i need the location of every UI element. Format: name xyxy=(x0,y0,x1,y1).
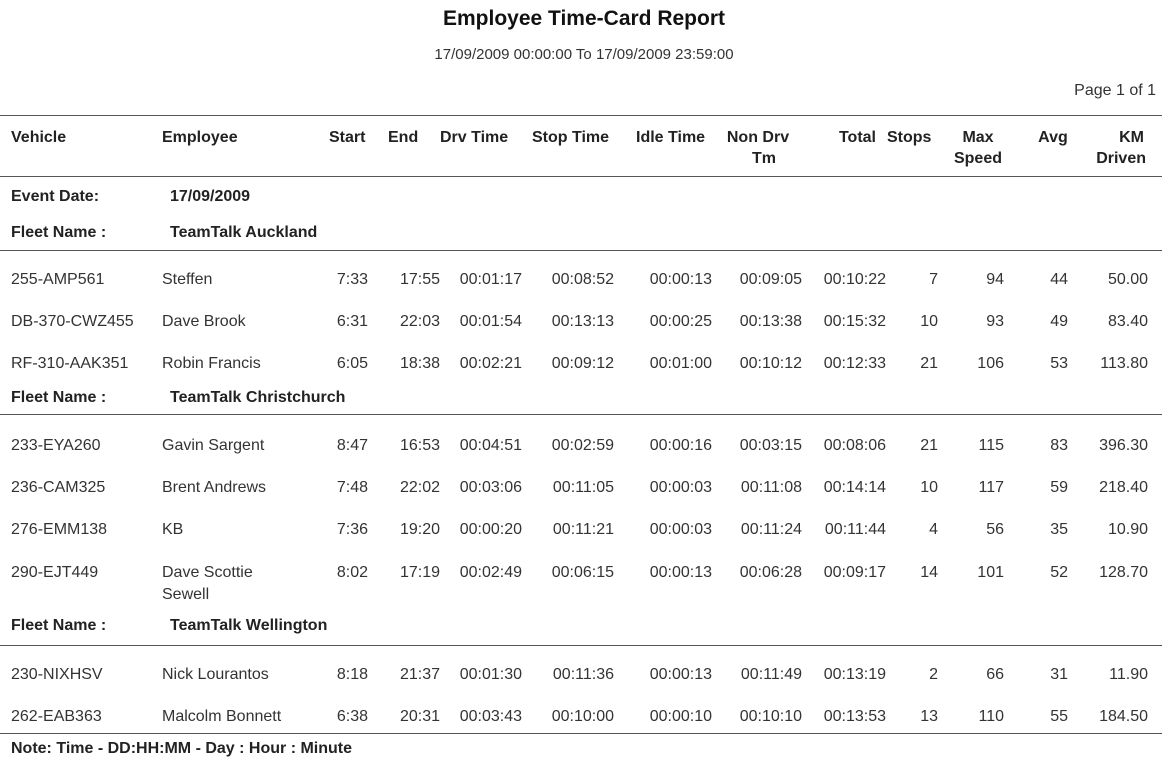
cell-km: 10.90 xyxy=(1107,521,1148,538)
header-bottom-rule xyxy=(0,176,1162,177)
cell-nondrv: 00:06:28 xyxy=(739,564,802,581)
cell-stops: 2 xyxy=(929,666,938,683)
cell-employee: Steffen xyxy=(162,271,213,288)
cell-end: 19:20 xyxy=(399,521,440,538)
table-bottom-rule xyxy=(0,733,1162,734)
cell-employee: Dave Brook xyxy=(162,313,246,330)
cell-max: 115 xyxy=(978,437,1004,454)
cell-nondrv: 00:09:05 xyxy=(739,271,802,288)
cell-stop: 00:11:05 xyxy=(552,479,614,496)
cell-stops: 14 xyxy=(920,564,938,581)
cell-vehicle: DB-370-CWZ455 xyxy=(11,313,134,330)
cell-end: 21:37 xyxy=(399,666,440,683)
cell-stop: 00:11:36 xyxy=(552,666,614,683)
cell-idle: 00:00:13 xyxy=(649,271,712,288)
cell-end: 17:55 xyxy=(399,271,440,288)
cell-avg: 59 xyxy=(1050,479,1068,496)
cell-total: 00:10:22 xyxy=(823,271,886,288)
cell-stops: 10 xyxy=(920,313,938,330)
cell-drv: 00:03:43 xyxy=(459,708,522,725)
cell-drv: 00:03:06 xyxy=(459,479,522,496)
cell-total: 00:13:53 xyxy=(823,708,886,725)
cell-start: 8:47 xyxy=(336,437,368,454)
cell-employee: Gavin Sargent xyxy=(162,437,265,454)
cell-idle: 00:00:10 xyxy=(649,708,712,725)
report-title: Employee Time-Card Report xyxy=(442,7,725,30)
cell-total: 00:09:17 xyxy=(823,564,886,581)
event-date-value: 17/09/2009 xyxy=(170,188,251,205)
cell-nondrv: 00:13:38 xyxy=(739,313,802,330)
cell-drv: 00:01:54 xyxy=(459,313,522,330)
fleet-rule xyxy=(0,250,1162,251)
cell-vehicle: 276-EMM138 xyxy=(11,521,108,538)
cell-avg: 52 xyxy=(1050,564,1068,581)
cell-idle: 00:00:25 xyxy=(649,313,712,330)
cell-stops: 7 xyxy=(929,271,938,288)
page-indicator: Page 1 of 1 xyxy=(1074,82,1156,99)
col-header-max-line1: Max xyxy=(962,129,994,146)
fleet-name: TeamTalk Auckland xyxy=(170,224,318,241)
col-header-employee: Employee xyxy=(162,129,238,146)
cell-start: 6:05 xyxy=(336,355,368,372)
cell-nondrv: 00:11:24 xyxy=(740,521,802,538)
cell-total: 00:08:06 xyxy=(823,437,886,454)
cell-vehicle: 230-NIXHSV xyxy=(11,666,103,683)
cell-avg: 83 xyxy=(1050,437,1068,454)
cell-nondrv: 00:10:12 xyxy=(739,355,802,372)
col-header-non-drv-line1: Non Drv xyxy=(726,129,790,146)
cell-idle: 00:00:16 xyxy=(649,437,712,454)
cell-avg: 49 xyxy=(1050,313,1068,330)
fleet-name: TeamTalk Christchurch xyxy=(170,389,346,406)
cell-max: 93 xyxy=(986,313,1004,330)
cell-avg: 35 xyxy=(1050,521,1068,538)
cell-drv: 00:02:49 xyxy=(459,564,522,581)
cell-km: 128.70 xyxy=(1099,564,1148,581)
cell-km: 113.80 xyxy=(1100,355,1148,372)
col-header-idle-time: Idle Time xyxy=(636,129,706,146)
cell-end: 18:38 xyxy=(399,355,440,372)
cell-start: 8:18 xyxy=(336,666,368,683)
cell-stop: 00:11:21 xyxy=(552,521,614,538)
col-header-vehicle: Vehicle xyxy=(11,129,67,146)
fleet-rule xyxy=(0,645,1162,646)
event-date-label: Event Date: xyxy=(11,188,100,205)
fleet-label: Fleet Name : xyxy=(11,224,107,241)
cell-employee-line2: Sewell xyxy=(162,586,210,603)
col-header-start: Start xyxy=(329,129,366,146)
cell-end: 16:53 xyxy=(399,437,440,454)
cell-avg: 44 xyxy=(1050,271,1068,288)
col-header-total: Total xyxy=(838,129,876,146)
cell-vehicle: RF-310-AAK351 xyxy=(11,355,129,372)
cell-idle: 00:00:13 xyxy=(649,564,712,581)
cell-idle: 00:00:03 xyxy=(649,521,712,538)
col-header-stops: Stops xyxy=(887,129,932,146)
cell-km: 396.30 xyxy=(1099,437,1148,454)
col-header-non-drv-line2: Tm xyxy=(752,150,776,167)
header-top-rule xyxy=(0,115,1162,116)
cell-stops: 10 xyxy=(920,479,938,496)
cell-stop: 00:06:15 xyxy=(551,564,614,581)
cell-start: 6:31 xyxy=(336,313,368,330)
cell-max: 106 xyxy=(977,355,1004,372)
cell-end: 17:19 xyxy=(399,564,440,581)
cell-end: 20:31 xyxy=(399,708,440,725)
cell-max: 110 xyxy=(978,708,1004,725)
cell-employee: Brent Andrews xyxy=(162,479,267,496)
cell-total: 00:11:44 xyxy=(824,521,886,538)
cell-start: 7:36 xyxy=(336,521,368,538)
col-header-end: End xyxy=(388,129,419,146)
cell-stops: 13 xyxy=(920,708,938,725)
cell-start: 7:33 xyxy=(336,271,368,288)
cell-nondrv: 00:03:15 xyxy=(739,437,802,454)
col-header-max-line2: Speed xyxy=(953,150,1002,167)
col-header-avg: Avg xyxy=(1038,129,1068,146)
cell-employee: Dave Scottie xyxy=(162,564,253,581)
cell-max: 117 xyxy=(978,479,1004,496)
cell-drv: 00:01:17 xyxy=(459,271,522,288)
cell-avg: 53 xyxy=(1050,355,1068,372)
cell-idle: 00:01:00 xyxy=(649,355,712,372)
cell-km: 50.00 xyxy=(1107,271,1148,288)
col-header-drv-time: Drv Time xyxy=(440,129,509,146)
cell-drv: 00:00:20 xyxy=(459,521,522,538)
cell-total: 00:12:33 xyxy=(823,355,886,372)
cell-vehicle: 262-EAB363 xyxy=(11,708,102,725)
cell-employee: KB xyxy=(162,521,184,538)
cell-nondrv: 00:11:08 xyxy=(740,479,802,496)
fleet-rule xyxy=(0,414,1162,415)
cell-drv: 00:01:30 xyxy=(459,666,522,683)
cell-km: 184.50 xyxy=(1099,708,1148,725)
cell-vehicle: 236-CAM325 xyxy=(11,479,106,496)
cell-max: 56 xyxy=(986,521,1004,538)
cell-stop: 00:13:13 xyxy=(551,313,614,330)
cell-max: 94 xyxy=(986,271,1004,288)
cell-km: 11.90 xyxy=(1109,666,1148,683)
col-header-stop-time: Stop Time xyxy=(532,129,610,146)
cell-idle: 00:00:03 xyxy=(649,479,712,496)
cell-total: 00:15:32 xyxy=(823,313,886,330)
col-header-km-line1: KM xyxy=(1119,129,1144,146)
cell-avg: 55 xyxy=(1050,708,1068,725)
cell-vehicle: 255-AMP561 xyxy=(11,271,105,288)
cell-stops: 21 xyxy=(920,355,938,372)
cell-nondrv: 00:11:49 xyxy=(740,666,802,683)
cell-vehicle: 290-EJT449 xyxy=(11,564,99,581)
cell-max: 66 xyxy=(986,666,1004,683)
cell-start: 8:02 xyxy=(336,564,368,581)
cell-drv: 00:02:21 xyxy=(459,355,522,372)
cell-vehicle: 233-EYA260 xyxy=(11,437,101,454)
cell-stop: 00:02:59 xyxy=(551,437,614,454)
cell-avg: 31 xyxy=(1050,666,1068,683)
cell-stops: 4 xyxy=(929,521,938,538)
cell-start: 6:38 xyxy=(336,708,368,725)
cell-employee: Nick Lourantos xyxy=(162,666,269,683)
col-header-km-line2: Driven xyxy=(1096,150,1146,167)
fleet-label: Fleet Name : xyxy=(11,389,107,406)
cell-max: 101 xyxy=(977,564,1004,581)
cell-km: 218.40 xyxy=(1099,479,1148,496)
fleet-name: TeamTalk Wellington xyxy=(170,617,328,634)
cell-stop: 00:08:52 xyxy=(551,271,614,288)
cell-start: 7:48 xyxy=(336,479,368,496)
cell-stop: 00:10:00 xyxy=(551,708,614,725)
cell-km: 83.40 xyxy=(1107,313,1148,330)
cell-end: 22:03 xyxy=(399,313,440,330)
cell-stop: 00:09:12 xyxy=(551,355,614,372)
cell-employee: Malcolm Bonnett xyxy=(162,708,282,725)
cell-stops: 21 xyxy=(920,437,938,454)
cell-total: 00:14:14 xyxy=(823,479,886,496)
cell-nondrv: 00:10:10 xyxy=(739,708,802,725)
cell-end: 22:02 xyxy=(399,479,440,496)
cell-employee: Robin Francis xyxy=(162,355,261,372)
cell-drv: 00:04:51 xyxy=(459,437,522,454)
fleet-label: Fleet Name : xyxy=(11,617,107,634)
report-date-range: 17/09/2009 00:00:00 To 17/09/2009 23:59:00 xyxy=(434,46,734,63)
time-format-note: Note: Time - DD:HH:MM - Day : Hour : Minute xyxy=(11,740,353,757)
cell-total: 00:13:19 xyxy=(823,666,886,683)
cell-idle: 00:00:13 xyxy=(649,666,712,683)
